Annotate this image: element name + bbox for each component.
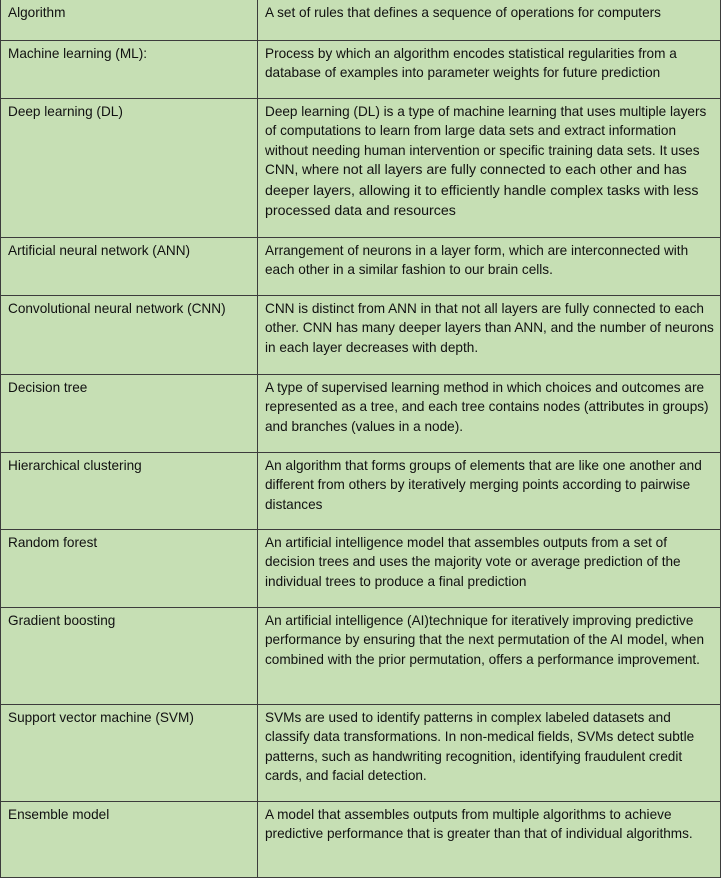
table-row [1, 801, 721, 877]
term-cell: Algorithm [1, 0, 258, 40]
definition-cell: CNN is distinct from ANN in that not all layers are fully connected to each other. CNN has many deeper layers than ANN, and the number of neurons in each layer decreases with depth. [258, 295, 721, 374]
definition-text-continued: not all layers are fully connected to each other and has deeper layers, allowing it to efficiently handle complex tasks with less processed data and resources [265, 162, 699, 219]
term-cell: Hierarchical clustering [1, 452, 258, 529]
definition-cell: A set of rules that defines a sequence of operations for computers [258, 0, 721, 40]
definition-cell: Arrangement of neurons in a layer form, which are interconnected with each other in a similar fashion to our brain cells. [258, 237, 721, 295]
table-row [1, 40, 721, 98]
term-cell: Support vector machine (SVM) [1, 704, 258, 801]
definition-cell: SVMs are used to identify patterns in complex labeled datasets and classify data transformations. In non-medical fields, SVMs detect subtle patterns, such as handwriting recognition, identifying fraudulent credit cards, and facial detection. [258, 704, 721, 801]
table-row [1, 374, 721, 452]
definition-cell: An artificial intelligence model that assembles outputs from a set of decision trees and uses the majority vote or average prediction of the individual trees to produce a final prediction [258, 529, 721, 607]
table-row [1, 529, 721, 607]
term-cell: Gradient boosting [1, 607, 258, 704]
table-row [1, 0, 721, 40]
table-row [1, 704, 721, 801]
table-row [1, 237, 721, 295]
term-cell: Decision tree [1, 374, 258, 452]
definition-cell: An artificial intelligence (AI)technique for iteratively improving predictive performance by ensuring that the next permutation of the AI model, when combined with the prior permutation, offers a performance improvement. [258, 607, 721, 704]
table-row [1, 452, 721, 529]
definition-cell: Process by which an algorithm encodes statistical regularities from a database of examples into parameter weights for future prediction [258, 40, 721, 98]
table-row [1, 98, 721, 237]
term-cell: Artificial neural network (ANN) [1, 237, 258, 295]
definition-cell: A type of supervised learning method in which choices and outcomes are represented as a tree, and each tree contains nodes (attributes in groups) and branches (values in a node). [258, 374, 721, 452]
definition-text: Deep learning (DL) is a type of machine learning that uses multiple layers of computations to learn from large data sets and extract information without needing human intervention or specific training data sets. It uses CNN, where [265, 103, 707, 177]
definition-cell [258, 98, 721, 237]
term-cell: Random forest [1, 529, 258, 607]
term-cell: Machine learning (ML): [1, 40, 258, 98]
definition-cell: A model that assembles outputs from multiple algorithms to achieve predictive performance that is greater than that of individual algorithms. [258, 801, 721, 877]
definition-cell: An algorithm that forms groups of elements that are like one another and different from others by iteratively merging points according to pairwise distances [258, 452, 721, 529]
table-row [1, 607, 721, 704]
table-row [1, 295, 721, 374]
term-cell: Ensemble model [1, 801, 258, 877]
term-cell: Deep learning (DL) [1, 98, 258, 237]
term-cell: Convolutional neural network (CNN) [1, 295, 258, 374]
